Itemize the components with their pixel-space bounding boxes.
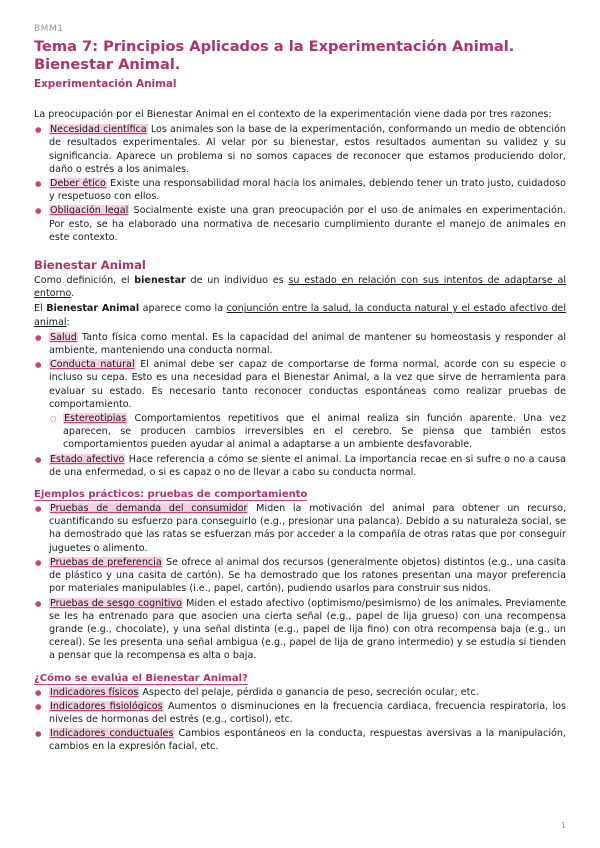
text-span: aparece como la xyxy=(139,303,227,315)
item-text: Hace referencia a cómo se siente el animal. La importancia recae en si sufre o no a causa de una enfermedad, o si es capaz o no de llevar a cabo su conducta normal. xyxy=(49,453,566,478)
intro-paragraph: La preocupación por el Bienestar Animal en el contexto de la experimentación viene dada por tres razones: xyxy=(34,109,552,120)
item-text: Cambios espontáneos en la conducta, respuestas aversivas a la manipulación, cambios en la expresión facial, etc. xyxy=(49,728,566,753)
sub-list xyxy=(49,412,566,452)
section-heading-evalua xyxy=(34,673,566,684)
list-item xyxy=(34,204,566,244)
reasons-list xyxy=(34,123,566,244)
list-item xyxy=(34,502,566,555)
underlined-text: su estado en relación con sus intentos de adaptarse al entorno xyxy=(34,275,567,300)
definition-paragraph xyxy=(34,302,566,328)
bold-term: bienestar xyxy=(134,275,186,287)
highlighted-term: Indicadores conductuales xyxy=(50,728,174,740)
item-text: Aumentos o disminuciones en la frecuencia cardiaca, frecuencia respiratoria, los niveles de hormonas del estrés (e.g., cortisol), etc. xyxy=(49,700,566,725)
highlighted-term: Deber ético xyxy=(50,178,106,190)
ejemplos-list xyxy=(34,502,566,662)
text-span: : xyxy=(66,316,70,328)
page-number: 1 xyxy=(560,821,566,830)
item-text: Los animales son la base de la experimentación, conformando un medio de obtención de resultados experimentales. Al velar por su bienestar, estos resultados aumentan su validez y su significancia. Aparece un problema si no somos capaces de reconocer que estamos produciendo dolor, daño o estrés a los animales. xyxy=(49,124,566,175)
definition-paragraph xyxy=(34,274,566,300)
highlighted-term: Indicadores físicos xyxy=(50,686,139,698)
list-item xyxy=(34,686,566,699)
section-heading-bienestar: Bienestar Animal xyxy=(34,258,146,273)
item-text: Se ofrece al animal dos recursos (generalmente objetos) distintos (e.g., una casita de plástico y una casita de cartón). Se ha demostrado que los ratones presentan una mayor preferencia por materiales manipulables (i.e., papel, cartón), pudiendo usarlos para construir sus nidos. xyxy=(49,556,566,595)
item-text: Existe una responsabilidad moral hacia los animales, debiendo tener un trato justo, cuidadoso y respetuoso con ellos. xyxy=(49,178,567,203)
item-text: Miden el estado afectivo (optimismo/pesimismo) de los animales. Previamente se les ha entrenado para que asocien una cierta señal (e.g., papel de lija grueso) con una recompensa grande (e.g., chocolate), y una señal distinta (e.g., papel de lija fino) con otra recompensa baja (e.g., un cereal). Se les presenta una señal ambigua (e.g., papel de lija de grano intermedio) y se estudia si tienden a pensar que la recompensa es alta o baja. xyxy=(49,597,566,662)
highlighted-term: Indicadores fisiológicos xyxy=(50,700,163,712)
item-text: El animal debe ser capaz de comportarse de forma normal, acorde con su especie o incluso su cepa. Esto es una necesidad para el Bienestar Animal, a la vez que sirve de herramienta para evaluar su estado. Es necesario tanto reconocer conductas espontáneas como realizar pruebas de comportamiento. xyxy=(49,359,566,410)
highlighted-term: Necesidad científica xyxy=(50,124,147,136)
list-item xyxy=(34,453,566,479)
highlighted-term: Estado afectivo xyxy=(50,453,125,465)
item-text: Tanto física como mental. Es la capacidad del animal de mantener su homeostasis y responder al ambiente, manteniendo una conducta normal. xyxy=(49,331,566,357)
text-span: El xyxy=(34,303,47,315)
bienestar-list xyxy=(34,331,566,479)
evalua-list xyxy=(34,686,566,754)
section-heading-ejemplos xyxy=(34,489,566,500)
highlighted-term: Obligación legal xyxy=(50,205,129,217)
text-span: Como definición, el xyxy=(34,275,135,287)
list-item xyxy=(34,331,566,357)
highlighted-term: Pruebas de preferencia xyxy=(50,556,162,568)
list-item xyxy=(34,700,566,726)
text-span: de un individuo es xyxy=(185,275,289,287)
list-item xyxy=(34,358,566,451)
item-text: Aspecto del pelaje, pérdida o ganancia de peso, secreción ocular, etc. xyxy=(139,686,479,698)
document-page xyxy=(34,24,566,755)
heading-text: Ejemplos prácticos: pruebas de comportamiento xyxy=(34,489,308,501)
highlighted-term: Pruebas de sesgo cognitivo xyxy=(50,597,182,609)
course-code: BMM1 xyxy=(34,24,64,34)
list-item xyxy=(34,177,566,203)
page-title: Tema 7: Principios Aplicados a la Experimentación Animal. Bienestar Animal. xyxy=(34,38,515,73)
highlighted-term: Salud xyxy=(50,331,77,343)
item-text: Miden la motivación del animal para obtener un recurso, cuantificando su esfuerzo para conseguirlo (e.g., presionar una palanca). Debido a su naturaleza social, se ha demostrado que las ratas se esfuerzan más por acceder a la compañía de otras ratas que por conseguir juguetes o alimento. xyxy=(49,503,566,554)
section-subtitle: Experimentación Animal xyxy=(34,78,177,90)
highlighted-term: Estereotipias xyxy=(64,413,127,425)
highlighted-term: Conducta natural xyxy=(50,359,135,371)
text-span: . xyxy=(71,288,75,300)
list-item xyxy=(34,597,566,663)
item-text: Comportamientos repetitivos que el animal realiza sin función aparente. Una vez aparecen, se producen cambios irreversibles en el cerebro. Se piensa que también estos comportamientos pueden ayudar al animal a adaptarse a un ambiente desfavorable. xyxy=(63,413,566,451)
sub-list-item xyxy=(49,412,566,452)
highlighted-term: Pruebas de demanda del consumidor xyxy=(50,503,248,515)
list-item xyxy=(34,556,566,596)
bold-term: Bienestar Animal xyxy=(46,303,140,315)
item-text: Socialmente existe una gran preocupación por el uso de animales en experimentación. Por esto, se ha elaborado una normativa de necesario cumplimiento durante el manejo de animales en este contexto. xyxy=(49,205,566,243)
heading-text: ¿Cómo se evalúa el Bienestar Animal? xyxy=(34,672,248,684)
list-item xyxy=(34,123,566,176)
underlined-text: conjunción entre la salud, la conducta natural y el estado afectivo del animal xyxy=(34,303,566,328)
list-item xyxy=(34,727,566,753)
